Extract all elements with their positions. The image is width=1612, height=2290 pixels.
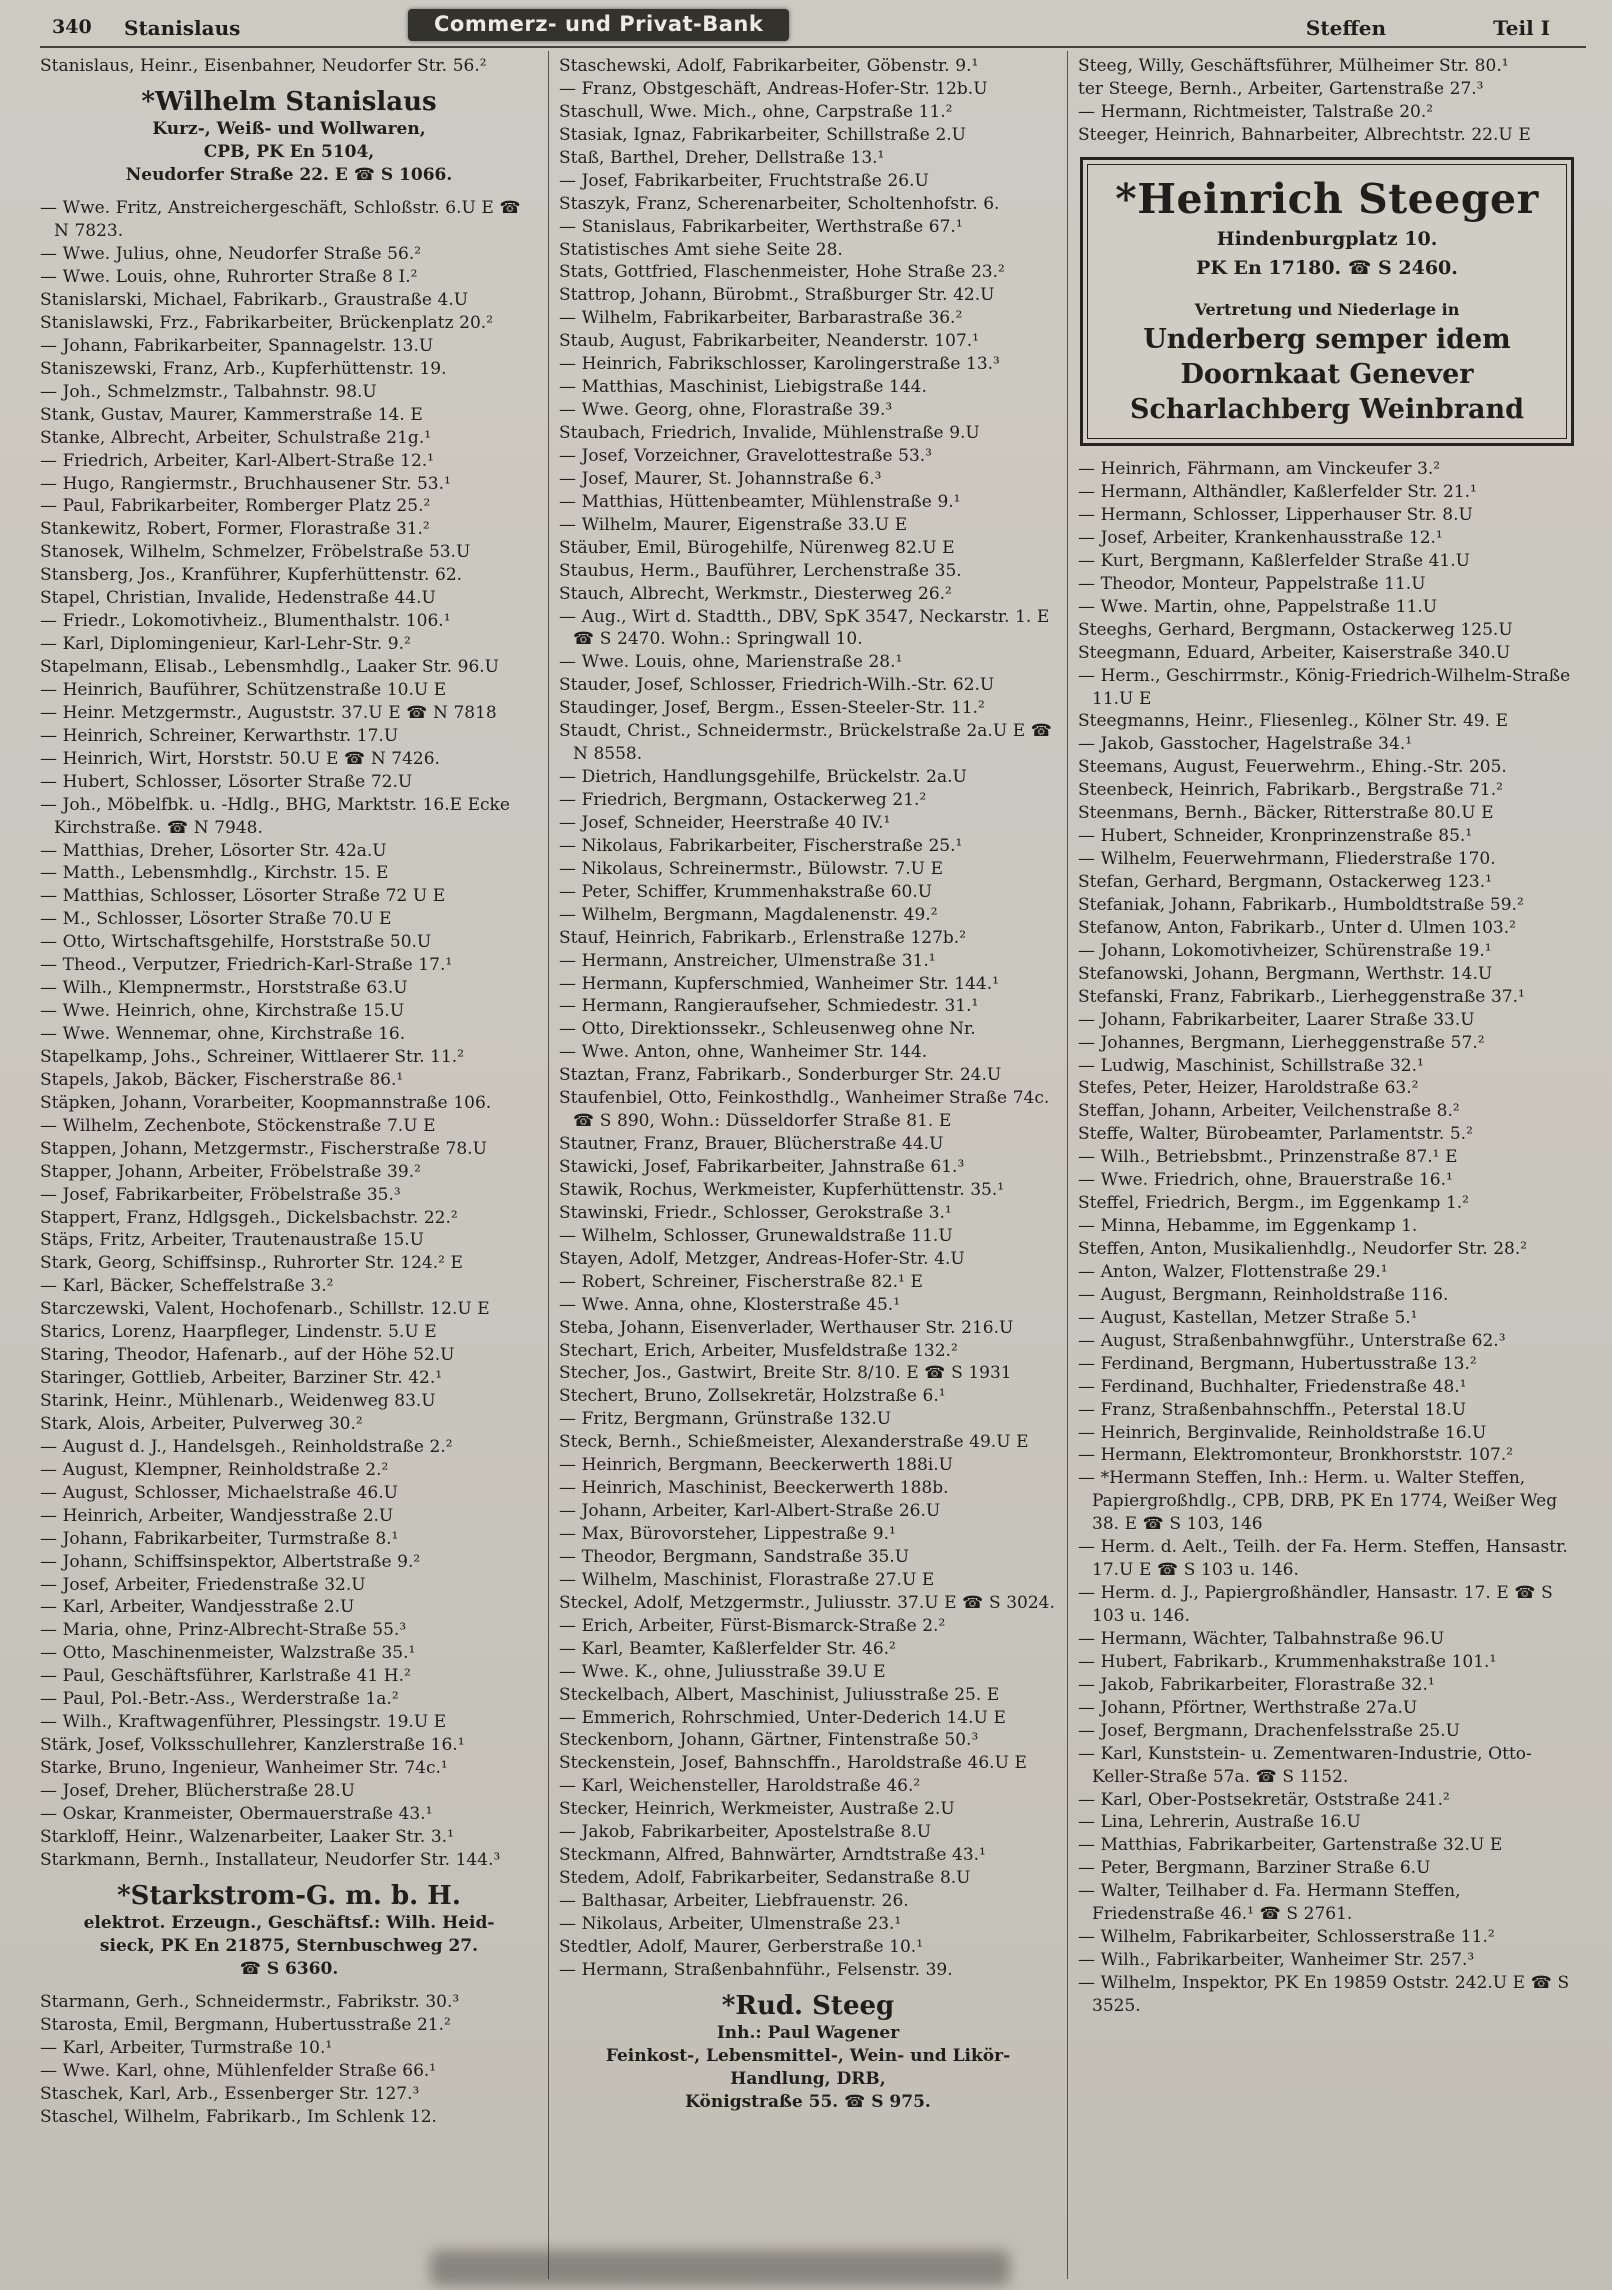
directory-entry: Stäps, Fritz, Arbeiter, Trautenaustraße 15.U <box>40 1230 424 1251</box>
directory-entry: — Otto, Maschinenmeister, Walzstraße 35.¹ <box>40 1643 416 1664</box>
directory-entry: Stecher, Jos., Gastwirt, Breite Str. 8/10. E ☎ S 1931 <box>559 1363 1012 1384</box>
directory-entry: Stefanowski, Johann, Bergmann, Werthstr. 14.U <box>1078 963 1493 984</box>
directory-entry: Stanislawski, Frz., Fabrikarbeiter, Brückenplatz 20.² <box>40 312 494 333</box>
directory-entry: — Wilh., Fabrikarbeiter, Wanheimer Str. 257.³ <box>1078 1950 1475 1971</box>
directory-entry: — Karl, Arbeiter, Turmstraße 10.¹ <box>40 2037 333 2058</box>
directory-entry: — Johann, Schiffsinspektor, Albertstraße 9.² <box>40 1551 421 1572</box>
directory-entry: — Emmerich, Rohrschmied, Unter-Dederich 14.U E <box>559 1707 1006 1728</box>
directory-entry: Stefaniak, Johann, Fabrikarb., Humboldtstraße 59.² <box>1078 894 1524 915</box>
directory-entry: Stefes, Peter, Heizer, Haroldstraße 63.² <box>1078 1078 1419 1099</box>
directory-entry: — Josef, Fabrikarbeiter, Fröbelstraße 35.³ <box>40 1184 401 1205</box>
ad-rud-steeg <box>563 1990 1053 2114</box>
directory-entry: — Karl, Beamter, Kaßlerfelder Str. 46.² <box>559 1638 896 1659</box>
directory-entry: — Wwe. Julius, ohne, Neudorfer Straße 56.² <box>40 244 422 265</box>
header-part-label: Teil I <box>1493 16 1550 40</box>
directory-entry: — Theod., Verputzer, Friedrich-Karl-Straße 17.¹ <box>40 955 453 976</box>
directory-entry: — Herm., Geschirrmstr., König-Friedrich-Wilhelm-Straße 11.U E <box>1078 665 1571 709</box>
ad-heinrich-steeger <box>1080 157 1574 446</box>
directory-entry: Stappen, Johann, Metzgermstr., Fischerstraße 78.U <box>40 1138 487 1159</box>
directory-entry: — Wwe. K., ohne, Juliusstraße 39.U E <box>559 1661 886 1682</box>
directory-entry: Steckel, Adolf, Metzgermstr., Juliusstr. 37.U E ☎ S 3024. <box>559 1592 1055 1613</box>
directory-entry: — Joh., Möbelfbk. u. -Hdlg., BHG, Marktstr. 16.E Ecke Kirchstraße. ☎ N 7948. <box>40 794 510 838</box>
directory-entry: Steenbeck, Heinrich, Fabrikarb., Bergstraße 71.² <box>1078 780 1503 801</box>
directory-entry: — August d. J., Handelsgeh., Reinholdstraße 2.² <box>40 1436 453 1457</box>
directory-entry: Stark, Georg, Schiffsinsp., Ruhrorter Str. 124.² E <box>40 1253 463 1274</box>
ad-rud-steeg-line: Feinkost-, Lebensmittel-, Wein- und Likör- <box>605 2046 1011 2067</box>
directory-entry: Starkloff, Heinr., Walzenarbeiter, Laaker Str. 3.¹ <box>40 1826 454 1847</box>
directory-entry: — Nikolaus, Schreinermstr., Bülowstr. 7.U E <box>559 858 943 879</box>
directory-entry: Starmann, Gerh., Schneidermstr., Fabrikstr. 30.³ <box>40 1992 460 2012</box>
ad-starkstrom <box>44 1880 534 1981</box>
directory-entry: Steemans, August, Feuerwehrm., Ehing.-Str. 205. <box>1078 757 1507 778</box>
directory-entry: Staub, August, Fabrikarbeiter, Neanderstr. 107.¹ <box>559 331 979 352</box>
directory-entry: Starink, Heinr., Mühlenarb., Weidenweg 83.U <box>40 1391 436 1411</box>
ad-wilhelm-stanislaus-line: *Wilhelm Stanislaus <box>141 86 437 117</box>
directory-entry: — Walter, Teilhaber d. Fa. Hermann Steffen, Friedenstraße 46.¹ ☎ S 2761. <box>1078 1881 1461 1925</box>
directory-entry: — Hermann, Anstreicher, Ulmenstraße 31.¹ <box>559 950 936 971</box>
directory-entry: — Josef, Bergmann, Drachenfelsstraße 25.U <box>1078 1720 1460 1741</box>
directory-entry: Steckelbach, Albert, Maschinist, Juliusstraße 25. E <box>559 1684 1000 1705</box>
directory-entry: — M., Schlosser, Lösorter Straße 70.U E <box>40 909 392 930</box>
directory-entry: — Wwe. Louis, ohne, Marienstraße 28.¹ <box>559 652 903 673</box>
directory-entry: — August, Straßenbahnwgführ., Unterstraße 62.³ <box>1078 1330 1506 1351</box>
directory-entry: Stecker, Heinrich, Werkmeister, Austraße 2.U <box>559 1799 955 1820</box>
ad-starkstrom-line: elektrot. Erzeugn., Geschäftsf.: Wilh. Heid- <box>83 1913 495 1934</box>
directory-entry: Starosta, Emil, Bergmann, Hubertusstraße 21.² <box>40 2014 451 2035</box>
directory-entry: ter Steege, Bernh., Arbeiter, Gartenstraße 27.³ <box>1078 78 1484 99</box>
directory-entry: — Jakob, Gasstocher, Hagelstraße 34.¹ <box>1078 734 1413 755</box>
directory-entry: — Wilh., Betriebsbmt., Prinzenstraße 87.¹ E <box>1078 1147 1458 1168</box>
directory-entry: — Hubert, Fabrikarb., Krummenhakstraße 101.¹ <box>1078 1651 1497 1672</box>
directory-entry: Stäuber, Emil, Bürogehilfe, Nürenweg 82.U E <box>559 537 955 558</box>
directory-entry: Staniszewski, Franz, Arb., Kupferhüttenstr. 19. <box>40 358 447 379</box>
directory-entry: — Herm. d. J., Papiergroßhändler, Hansastr. 17. E ☎ S 103 u. 146. <box>1078 1583 1553 1627</box>
directory-entry: — Paul, Fabrikarbeiter, Romberger Platz 25.² <box>40 496 431 517</box>
directory-entry: — Joh., Schmelzmstr., Talbahnstr. 98.U <box>40 381 377 402</box>
directory-entry: — Wwe. Wennemar, ohne, Kirchstraße 16. <box>40 1024 406 1044</box>
directory-entry: — Maria, ohne, Prinz-Albrecht-Straße 55.³ <box>40 1620 407 1641</box>
directory-entry: — Wwe. Georg, ohne, Florastraße 39.³ <box>559 400 893 421</box>
directory-entry: Stapel, Christian, Invalide, Hedenstraße 44.U <box>40 588 436 609</box>
directory-entry: — Matthias, Dreher, Lösorter Str. 42a.U <box>40 840 387 861</box>
ad-rud-steeg-line: Königstraße 55. ☎ S 975. <box>685 2092 931 2113</box>
directory-entry: — Karl, Ober-Postsekretär, Oststraße 241.² <box>1078 1789 1450 1810</box>
directory-entry: — Heinrich, Bergmann, Beeckerwerth 188i.U <box>559 1455 953 1476</box>
ad-rud-steeg-line: Handlung, DRB, <box>730 2069 886 2090</box>
directory-entry: Stauf, Heinrich, Fabrikarb., Erlenstraße 127b.² <box>559 927 967 948</box>
directory-entry: — Josef, Arbeiter, Friedenstraße 32.U <box>40 1574 366 1595</box>
directory-entry: — Wwe. Louis, ohne, Ruhrorter Straße 8 I.² <box>40 267 418 288</box>
directory-entry: — Wilhelm, Maschinist, Florastraße 27.U E <box>559 1569 935 1590</box>
ad-rud-steeg-line: *Rud. Steeg <box>721 1990 895 2021</box>
directory-entry: Steffan, Johann, Arbeiter, Veilchenstraße 8.² <box>1078 1101 1460 1122</box>
ad-heinrich-steeger-line: PK En 17180. ☎ S 2460. <box>1196 257 1458 280</box>
directory-entry: Stapels, Jakob, Bäcker, Fischerstraße 86.¹ <box>40 1069 404 1090</box>
directory-entry: — Hermann, Richtmeister, Talstraße 20.² <box>1078 101 1434 122</box>
directory-entry: — August, Klempner, Reinholdstraße 2.² <box>40 1459 389 1480</box>
directory-entry: — Paul, Geschäftsführer, Karlstraße 41 H.² <box>40 1666 411 1687</box>
directory-entry: Stefanski, Franz, Fabrikarb., Lierheggenstraße 37.¹ <box>1078 986 1525 1007</box>
ad-wilhelm-stanislaus-line: Kurz-, Weiß- und Wollwaren, <box>152 119 426 140</box>
directory-entry: Stedem, Adolf, Fabrikarbeiter, Sedanstraße 8.U <box>559 1868 971 1889</box>
directory-entry: Stawinski, Friedr., Schlosser, Gerokstraße 3.¹ <box>559 1202 952 1223</box>
directory-entry: — Fritz, Bergmann, Grünstraße 132.U <box>559 1409 892 1430</box>
header-keyword-left: Stanislaus <box>124 16 241 40</box>
directory-entry: — Matth., Lebensmhdlg., Kirchstr. 15. E <box>40 863 389 884</box>
directory-entry: — Hermann, Rangieraufseher, Schmiedestr. 31.¹ <box>559 996 979 1017</box>
directory-entry: Steeg, Willy, Geschäftsführer, Mülheimer Str. 80.¹ <box>1078 56 1509 76</box>
ad-wilhelm-stanislaus-line: Neudorfer Straße 22. E ☎ S 1066. <box>125 165 453 186</box>
directory-entry: Stärk, Josef, Volksschullehrer, Kanzlerstraße 16.¹ <box>40 1735 465 1756</box>
directory-entry: Stefanow, Anton, Fabrikarb., Unter d. Ulmen 103.² <box>1078 917 1516 938</box>
ad-starkstrom-line: sieck, PK En 21875, Sternbuschweg 27. <box>99 1936 479 1957</box>
directory-entry: — Wilhelm, Schlosser, Grunewaldstraße 11.U <box>559 1225 953 1246</box>
directory-entry: — Johann, Lokomotivheizer, Schürenstraße 19.¹ <box>1078 940 1492 961</box>
directory-entry: — Wwe. Anton, ohne, Wanheimer Str. 144. <box>559 1042 928 1063</box>
directory-entry: — Heinrich, Berginvalide, Reinholdstraße 16.U <box>1078 1422 1487 1443</box>
bank-banner: Commerz- und Privat-Bank <box>408 9 789 41</box>
directory-entry: Stankewitz, Robert, Former, Florastraße 31.² <box>40 519 430 540</box>
directory-entry: — Heinrich, Fabrikschlosser, Karolingerstraße 13.³ <box>559 354 1000 375</box>
directory-entry: — Hermann, Wächter, Talbahnstraße 96.U <box>1078 1628 1445 1649</box>
directory-entry: Stefan, Gerhard, Bergmann, Ostackerweg 123.¹ <box>1078 872 1492 893</box>
directory-entry: Steck, Bernh., Schießmeister, Alexanderstraße 49.U E <box>559 1432 1029 1453</box>
directory-entry: — August, Bergmann, Reinholdstraße 116. <box>1078 1284 1449 1305</box>
directory-entry: Stats, Gottfried, Flaschenmeister, Hohe Straße 23.² <box>559 262 1005 283</box>
directory-entry: Starics, Lorenz, Haarpfleger, Lindenstr. 5.U E <box>40 1322 437 1343</box>
directory-entry: — Wwe. Martin, ohne, Pappelstraße 11.U <box>1078 596 1438 617</box>
directory-entry: — Hermann, Althändler, Kaßlerfelder Str. 21.¹ <box>1078 482 1477 503</box>
directory-entry: Stasiak, Ignaz, Fabrikarbeiter, Schillstraße 2.U <box>559 124 966 145</box>
directory-entry: — Jakob, Fabrikarbeiter, Apostelstraße 8.U <box>559 1822 932 1843</box>
directory-entry: — Jakob, Fabrikarbeiter, Florastraße 32.¹ <box>1078 1674 1435 1695</box>
directory-entry: Steegmanns, Heinr., Fliesenleg., Kölner Str. 49. E <box>1078 711 1509 732</box>
directory-entry: — Karl, Weichensteller, Haroldstraße 46.² <box>559 1776 921 1797</box>
directory-entry: — Heinrich, Wirt, Horststr. 50.U E ☎ N 7426. <box>40 748 440 769</box>
directory-entry: Stanislaus, Heinr., Eisenbahner, Neudorfer Str. 56.² <box>40 56 487 76</box>
directory-entry: Stechert, Bruno, Zollsekretär, Holzstraße 6.¹ <box>559 1386 946 1407</box>
directory-entry: — Josef, Arbeiter, Krankenhausstraße 12.¹ <box>1078 527 1443 548</box>
directory-entry: — Friedrich, Bergmann, Ostackerweg 21.² <box>559 790 927 810</box>
directory-entry: — Nikolaus, Fabrikarbeiter, Fischerstraße 25.¹ <box>559 835 963 856</box>
directory-entry: Staudt, Christ., Schneidermstr., Brückelstraße 2a.U E ☎ N 8558. <box>559 721 1052 765</box>
directory-entry: — Minna, Hebamme, im Eggenkamp 1. <box>1078 1216 1418 1237</box>
ad-heinrich-steeger-line: Doornkaat Genever <box>1180 358 1474 390</box>
directory-entry: — Hermann, Schlosser, Lipperhauser Str. 8.U <box>1078 505 1473 526</box>
directory-entry: Stawicki, Josef, Fabrikarbeiter, Jahnstraße 61.³ <box>559 1157 965 1177</box>
directory-entry: — Josef, Maurer, St. Johannstraße 6.³ <box>559 468 882 489</box>
directory-entry: Steenmans, Bernh., Bäcker, Ritterstraße 80.U E <box>1078 803 1494 824</box>
directory-column-3 <box>1067 51 1586 2279</box>
directory-entry: — August, Schlosser, Michaelstraße 46.U <box>40 1482 398 1503</box>
directory-entry: — Nikolaus, Arbeiter, Ulmenstraße 23.¹ <box>559 1913 902 1934</box>
directory-entry: — Karl, Arbeiter, Wandjesstraße 2.U <box>40 1597 355 1618</box>
directory-entry: Staschel, Wilhelm, Fabrikarb., Im Schlenk 12. <box>40 2106 437 2127</box>
directory-entry: Steffel, Friedrich, Bergm., im Eggenkamp 1.² <box>1078 1193 1469 1214</box>
directory-entry: — Wwe. Karl, ohne, Mühlenfelder Straße 66.¹ <box>40 2060 437 2081</box>
directory-entry: Stauch, Albrecht, Werkmstr., Diesterweg 26.² <box>559 583 952 604</box>
directory-entry: — Dietrich, Handlungsgehilfe, Brückelstr. 2a.U <box>559 767 967 788</box>
ad-wilhelm-stanislaus <box>44 86 534 187</box>
directory-entry: — Aug., Wirt d. Stadtth., DBV, SpK 3547, Neckarstr. 1. E ☎ S 2470. Wohn.: Springwall 10. <box>559 606 1050 650</box>
directory-entry: — Otto, Direktionssekr., Schleusenweg ohne Nr. <box>559 1019 976 1040</box>
directory-entry: — Josef, Fabrikarbeiter, Fruchtstraße 26.U <box>559 170 929 191</box>
ad-heinrich-steeger-line: Underberg semper idem <box>1143 323 1511 355</box>
directory-entry: — Johann, Arbeiter, Karl-Albert-Straße 26.U <box>559 1501 941 1522</box>
directory-entry: Staudinger, Josef, Bergm., Essen-Steeler-Str. 11.² <box>559 698 985 719</box>
directory-entry: — Ludwig, Maschinist, Schillstraße 32.¹ <box>1078 1055 1424 1076</box>
directory-entry: — Heinrich, Maschinist, Beeckerwerth 188b. <box>559 1478 949 1499</box>
directory-entry: — Wilhelm, Inspektor, PK En 19859 Oststr. 242.U E ☎ S 3525. <box>1078 1973 1570 2016</box>
directory-entry: — Wilh., Klempnermstr., Horststraße 63.U <box>40 978 408 999</box>
directory-entry: — Peter, Schiffer, Krummenhakstraße 60.U <box>559 881 933 902</box>
directory-entry: — Hermann, Kupferschmied, Wanheimer Str. 144.¹ <box>559 973 999 994</box>
directory-entry: Stapper, Johann, Arbeiter, Fröbelstraße 39.² <box>40 1161 421 1182</box>
directory-columns <box>40 51 1586 2279</box>
directory-entry: Starczewski, Valent, Hochofenarb., Schillstr. 12.U E <box>40 1299 490 1320</box>
directory-entry: — Ferdinand, Buchhalter, Friedenstraße 48.¹ <box>1078 1376 1467 1397</box>
directory-entry: — Anton, Walzer, Flottenstraße 29.¹ <box>1078 1261 1388 1282</box>
directory-entry: Stansberg, Jos., Kranführer, Kupferhüttenstr. 62. <box>40 565 463 586</box>
directory-entry: — Heinrich, Bauführer, Schützenstraße 10.U E <box>40 679 447 700</box>
directory-entry: — Wwe. Heinrich, ohne, Kirchstraße 15.U <box>40 1001 405 1022</box>
directory-entry: — Wwe. Anna, ohne, Klosterstraße 45.¹ <box>559 1294 901 1315</box>
directory-entry: — Kurt, Bergmann, Kaßlerfelder Straße 41.U <box>1078 550 1470 571</box>
directory-entry: — Friedr., Lokomotivheiz., Blumenthalstr. 106.¹ <box>40 611 451 632</box>
directory-entry: Staufenbiel, Otto, Feinkosthdlg., Wanheimer Straße 74c. ☎ S 890, Wohn.: Düsseldorfer Straße 81. E <box>559 1088 1050 1132</box>
ad-rud-steeg-line: Inh.: Paul Wagener <box>716 2023 900 2044</box>
directory-entry: Stattrop, Johann, Bürobmt., Straßburger Str. 42.U <box>559 285 995 306</box>
directory-entry: Steffen, Anton, Musikalienhdlg., Neudorfer Str. 28.² <box>1078 1239 1528 1260</box>
directory-entry: — Hermann, Elektromonteur, Bronkhorststr. 107.² <box>1078 1445 1514 1466</box>
ad-heinrich-steeger-line <box>1093 284 1561 298</box>
directory-entry: Stanke, Albrecht, Arbeiter, Schulstraße 21g.¹ <box>40 427 432 448</box>
page-number: 340 <box>52 16 92 38</box>
directory-entry: Stanislarski, Michael, Fabrikarb., Graustraße 4.U <box>40 290 469 310</box>
ad-starkstrom-line: ☎ S 6360. <box>239 1959 339 1980</box>
directory-entry: Staringer, Gottlieb, Arbeiter, Barziner Str. 42.¹ <box>40 1368 443 1389</box>
directory-entry: Staztan, Franz, Fabrikarb., Sonderburger Str. 24.U <box>559 1065 1002 1086</box>
directory-entry: — Hermann, Straßenbahnführ., Felsenstr. 39. <box>559 1959 953 1980</box>
directory-entry: Stank, Gustav, Maurer, Kammerstraße 14. E <box>40 404 423 425</box>
directory-entry: Stautner, Franz, Brauer, Blücherstraße 44.U <box>559 1134 944 1155</box>
directory-entry: Stauder, Josef, Schlosser, Friedrich-Wilh.-Str. 62.U <box>559 675 995 696</box>
directory-entry: Staubus, Herm., Bauführer, Lerchenstraße 35. <box>559 560 962 581</box>
directory-entry: — Franz, Straßenbahnschffn., Peterstal 18.U <box>1078 1399 1467 1420</box>
directory-entry: Stäpken, Johann, Vorarbeiter, Koopmannstraße 106. <box>40 1092 492 1113</box>
directory-entry: — Oskar, Kranmeister, Obermauerstraße 43.¹ <box>40 1803 433 1824</box>
directory-entry: — Hubert, Schlosser, Lösorter Straße 72.U <box>40 771 413 792</box>
directory-entry: — Wwe. Friedrich, ohne, Brauerstraße 16.¹ <box>1078 1170 1453 1191</box>
directory-entry: Stayen, Adolf, Metzger, Andreas-Hofer-Str. 4.U <box>559 1248 965 1269</box>
directory-entry: — Karl, Kunststein- u. Zementwaren-Industrie, Otto-Keller-Straße 57a. ☎ S 1152. <box>1078 1743 1532 1787</box>
directory-entry: — Paul, Pol.-Betr.-Ass., Werderstraße 1a.² <box>40 1689 399 1710</box>
directory-entry: — Johann, Fabrikarbeiter, Laarer Straße 33.U <box>1078 1009 1475 1030</box>
directory-entry: — Wilhelm, Fabrikarbeiter, Schlosserstraße 11.² <box>1078 1927 1495 1948</box>
directory-entry: — Josef, Schneider, Heerstraße 40 IV.¹ <box>559 812 891 833</box>
directory-entry: — Theodor, Bergmann, Sandstraße 35.U <box>559 1546 910 1567</box>
directory-entry: — Lina, Lehrerin, Austraße 16.U <box>1078 1812 1361 1833</box>
directory-entry: — Johann, Fabrikarbeiter, Spannagelstr. 13.U <box>40 335 434 356</box>
directory-entry: — Johannes, Bergmann, Lierheggenstraße 57.² <box>1078 1032 1485 1053</box>
directory-entry: — Erich, Arbeiter, Fürst-Bismarck-Straße 2.² <box>559 1615 946 1636</box>
directory-entry: — Robert, Schreiner, Fischerstraße 82.¹ E <box>559 1271 923 1292</box>
directory-column-1 <box>40 51 548 2279</box>
directory-entry: — Wwe. Fritz, Anstreichergeschäft, Schloßstr. 6.U E ☎ N 7823. <box>40 198 521 242</box>
directory-entry: Steckenborn, Johann, Gärtner, Fintenstraße 50.³ <box>559 1730 979 1751</box>
directory-entry: — Karl, Bäcker, Scheffelstraße 3.² <box>40 1276 334 1297</box>
directory-entry: Steeghs, Gerhard, Bergmann, Ostackerweg 125.U <box>1078 619 1513 640</box>
directory-entry: Staubach, Friedrich, Invalide, Mühlenstraße 9.U <box>559 423 980 443</box>
directory-entry: — Josef, Dreher, Blücherstraße 28.U <box>40 1780 355 1801</box>
directory-entry: — Heinrich, Arbeiter, Wandjesstraße 2.U <box>40 1505 394 1526</box>
directory-entry: — Wilhelm, Bergmann, Magdalenenstr. 49.² <box>559 904 938 925</box>
directory-entry: — Wilhelm, Maurer, Eigenstraße 33.U E <box>559 514 908 535</box>
directory-entry: — Matthias, Hüttenbeamter, Mühlenstraße 9.¹ <box>559 491 961 512</box>
directory-entry: — Hubert, Schneider, Kronprinzenstraße 85.¹ <box>1078 826 1473 847</box>
directory-entry: — Matthias, Schlosser, Lösorter Straße 72 U E <box>40 886 446 907</box>
directory-entry: Steeger, Heinrich, Bahnarbeiter, Albrechtstr. 22.U E <box>1078 124 1531 145</box>
directory-entry: Staschull, Wwe. Mich., ohne, Carpstraße 11.² <box>559 101 953 122</box>
directory-entry: Starkmann, Bernh., Installateur, Neudorfer Str. 144.³ <box>40 1849 501 1870</box>
directory-entry: — Wilh., Kraftwagenführer, Plessingstr. 19.U E <box>40 1712 447 1733</box>
directory-entry: — Balthasar, Arbeiter, Liebfrauenstr. 26. <box>559 1891 909 1911</box>
directory-entry: Staszyk, Franz, Scherenarbeiter, Scholtenhofstr. 6. <box>559 193 1000 214</box>
directory-entry: — Theodor, Monteur, Pappelstraße 11.U <box>1078 573 1426 594</box>
directory-entry: Stappert, Franz, Hdlgsgeh., Dickelsbachstr. 22.² <box>40 1207 458 1228</box>
directory-entry: — Johann, Fabrikarbeiter, Turmstraße 8.¹ <box>40 1528 399 1549</box>
directory-entry: — Wilhelm, Feuerwehrmann, Fliederstraße 170. <box>1078 849 1496 870</box>
directory-entry: — Josef, Vorzeichner, Gravelottestraße 53.³ <box>559 445 932 466</box>
directory-entry: Steba, Johann, Eisenverlader, Werthauser Str. 216.U <box>559 1317 1014 1338</box>
directory-entry: Steckenstein, Josef, Bahnschffn., Haroldstraße 46.U E <box>559 1753 1027 1774</box>
directory-entry: — Otto, Wirtschaftsgehilfe, Horststraße 50.U <box>40 932 432 953</box>
ad-heinrich-steeger-line: *Heinrich Steeger <box>1115 174 1539 223</box>
directory-entry: — Stanislaus, Fabrikarbeiter, Werthstraße 67.¹ <box>559 216 963 237</box>
directory-column-2 <box>548 51 1067 2279</box>
page-header <box>40 8 1586 48</box>
directory-entry: Stanosek, Wilhelm, Schmelzer, Fröbelstraße 53.U <box>40 542 471 563</box>
directory-entry: Staß, Barthel, Dreher, Dellstraße 13.¹ <box>559 147 885 168</box>
directory-entry: — *Hermann Steffen, Inh.: Herm. u. Walter Steffen, Papiergroßhdlg., CPB, DRB, PK En 1774, Weißer Weg 38. E ☎ S 103, 146 <box>1078 1468 1558 1535</box>
directory-entry: Steegmann, Eduard, Arbeiter, Kaiserstraße 340.U <box>1078 642 1511 663</box>
ad-heinrich-steeger-line: Vertretung und Niederlage in <box>1194 299 1460 319</box>
directory-entry: Stark, Alois, Arbeiter, Pulverweg 30.² <box>40 1413 363 1434</box>
directory-entry: — Heinr. Metzgermstr., Auguststr. 37.U E ☎ N 7818 <box>40 702 497 723</box>
directory-entry: Staring, Theodor, Hafenarb., auf der Höhe 52.U <box>40 1345 455 1366</box>
directory-entry: Stedtler, Adolf, Maurer, Gerberstraße 10.¹ <box>559 1936 924 1957</box>
directory-entry: Starke, Bruno, Ingenieur, Wanheimer Str. 74c.¹ <box>40 1758 448 1778</box>
directory-entry: Statistisches Amt siehe Seite 28. <box>559 239 843 260</box>
directory-entry: Stawik, Rochus, Werkmeister, Kupferhüttenstr. 35.¹ <box>559 1179 1005 1200</box>
directory-entry: — Wilhelm, Fabrikarbeiter, Barbarastraße 36.² <box>559 308 963 329</box>
directory-entry: — Wilhelm, Zechenbote, Stöckenstraße 7.U E <box>40 1115 436 1136</box>
ad-heinrich-steeger-line: Hindenburgplatz 10. <box>1216 228 1438 250</box>
directory-entry: — Franz, Obstgeschäft, Andreas-Hofer-Str. 12b.U <box>559 78 988 99</box>
directory-entry: — Heinrich, Schreiner, Kerwarthstr. 17.U <box>40 725 399 746</box>
directory-entry: — August, Kastellan, Metzer Straße 5.¹ <box>1078 1307 1418 1328</box>
header-keyword-right: Steffen <box>1305 16 1386 40</box>
ad-wilhelm-stanislaus-line: CPB, PK En 5104, <box>203 142 375 163</box>
directory-entry: Staschewski, Adolf, Fabrikarbeiter, Göbenstr. 9.¹ <box>559 56 979 76</box>
directory-entry: Staschek, Karl, Arb., Essenberger Str. 127.³ <box>40 2083 420 2104</box>
directory-entry: — Hugo, Rangiermstr., Bruchhausener Str. 53.¹ <box>40 473 451 494</box>
directory-entry: — Matthias, Fabrikarbeiter, Gartenstraße 32.U E <box>1078 1835 1503 1856</box>
directory-entry: — Matthias, Maschinist, Liebigstraße 144. <box>559 377 927 398</box>
directory-entry: Steffe, Walter, Bürobeamter, Parlamentstr. 5.² <box>1078 1124 1473 1145</box>
directory-entry: — Ferdinand, Bergmann, Hubertusstraße 13.² <box>1078 1353 1477 1374</box>
directory-entry: — Friedrich, Arbeiter, Karl-Albert-Straße 12.¹ <box>40 450 434 471</box>
directory-entry: — Heinrich, Fährmann, am Vinckeufer 3.² <box>1078 459 1441 480</box>
directory-entry: Stechart, Erich, Arbeiter, Musfeldstraße 132.² <box>559 1340 958 1361</box>
ad-starkstrom-line: *Starkstrom-G. m. b. H. <box>117 1880 461 1911</box>
directory-entry: — Peter, Bergmann, Barziner Straße 6.U <box>1078 1858 1431 1879</box>
directory-entry: — Johann, Pförtner, Werthstraße 27a.U <box>1078 1697 1418 1718</box>
directory-entry: Stapelmann, Elisab., Lebensmhdlg., Laaker Str. 96.U <box>40 657 499 677</box>
directory-entry: — Karl, Diplomingenieur, Karl-Lehr-Str. 9.² <box>40 634 411 655</box>
directory-entry: — Max, Bürovorsteher, Lippestraße 9.¹ <box>559 1524 896 1544</box>
ad-heinrich-steeger-line: Scharlachberg Weinbrand <box>1130 394 1524 426</box>
directory-entry: Steckmann, Alfred, Bahnwärter, Arndtstraße 43.¹ <box>559 1845 986 1866</box>
directory-entry: Stapelkamp, Johs., Schreiner, Wittlaerer Str. 11.² <box>40 1046 465 1067</box>
directory-entry: — Herm. d. Aelt., Teilh. der Fa. Herm. Steffen, Hansastr. 17.U E ☎ S 103 u. 146. <box>1078 1537 1568 1581</box>
